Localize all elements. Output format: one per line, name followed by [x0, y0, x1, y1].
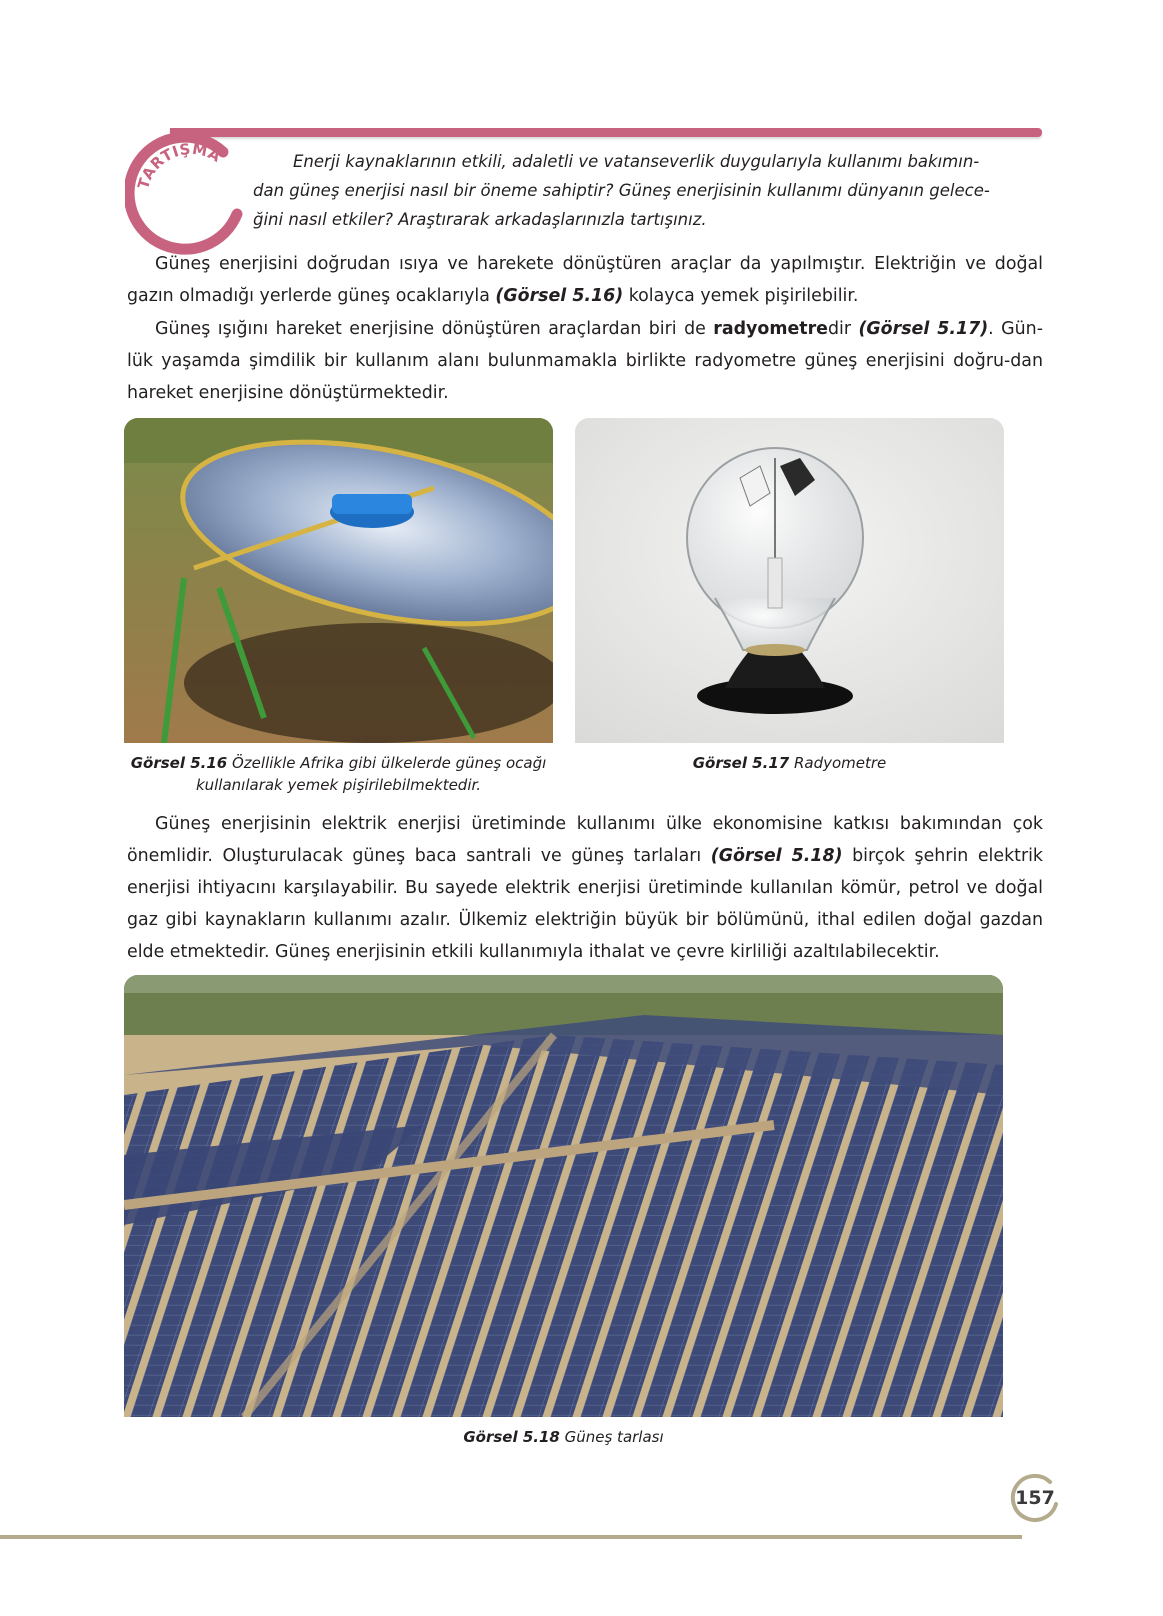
paragraph-radiometer: Güneş ışığını hareket enerjisine dönüştüren araçlardan biri de radyometredir (Görsel 5.17). Gün-lük yaşamda şimdilik bir kullanım alanı bulunmamakla birlikte radyometre güneş enerjisini doğru-dan hareket enerjisine dönüştürmektedir. — [127, 319, 1043, 403]
discussion-text: Enerji kaynaklarının etkili, adaletli ve vatanseverlik duygularıyla kullanımı bakımın- dan güneş enerjisi nasıl bir öneme sahiptir? Güneş enerjisinin kullanımı dünyanın gelece- ğini nasıl etkiler? Araştırarak arkadaşlarınızla tartışınız. — [253, 152, 990, 229]
discussion-badge — [125, 132, 253, 260]
paragraph-solar-cookers: Güneş enerjisini doğrudan ısıya ve harekete dönüştüren araçlar da yapılmıştır. Elektriğin ve doğal gazın olmadığı yerlerde güneş ocaklarıyla (Görsel 5.16) kolayca yemek pişirilebilir. — [127, 254, 1043, 306]
solar-cooker-photo — [124, 418, 553, 743]
solar-farm-photo — [124, 975, 1003, 1417]
figure-5-18-caption: Görsel 5.18 Güneş tarlası — [463, 1428, 664, 1446]
paragraph-solar-electricity: Güneş enerjisinin elektrik enerjisi üretiminde kullanımı ülke ekonomisine katkısı bakımından çok önemlidir. Oluşturulacak güneş baca santrali ve güneş tarlaları (Görsel 5.18) birçok şehrin elektrik enerjisi ihtiyacını karşılayabilir. Bu sayede elektrik enerjisi üretiminde kullanılan kömür, petrol ve doğal gaz gibi kaynakların kullanımı azalır. Ülkemiz elektriğin büyük bir bölümünü, ithal edilen doğal gazdan elde etmektedir. Güneş enerjisinin etkili kullanımıyla ithalat ve çevre kirliliği azaltılabilecektir. — [127, 814, 1044, 962]
figure-5-17-caption: Görsel 5.17 Radyometre — [692, 754, 887, 772]
discussion-badge-label: TARTIŞMA — [134, 139, 225, 192]
radiometer-photo — [575, 418, 1004, 743]
footer-rule — [0, 1535, 1022, 1539]
discussion-header-bar — [170, 128, 1042, 137]
figure-5-16-caption: Görsel 5.16 Özellikle Afrika gibi ülkelerde güneş ocağı kullanılarak yemek pişirilebilmektedir. — [130, 754, 547, 794]
page-number: 157 — [1015, 1487, 1055, 1509]
